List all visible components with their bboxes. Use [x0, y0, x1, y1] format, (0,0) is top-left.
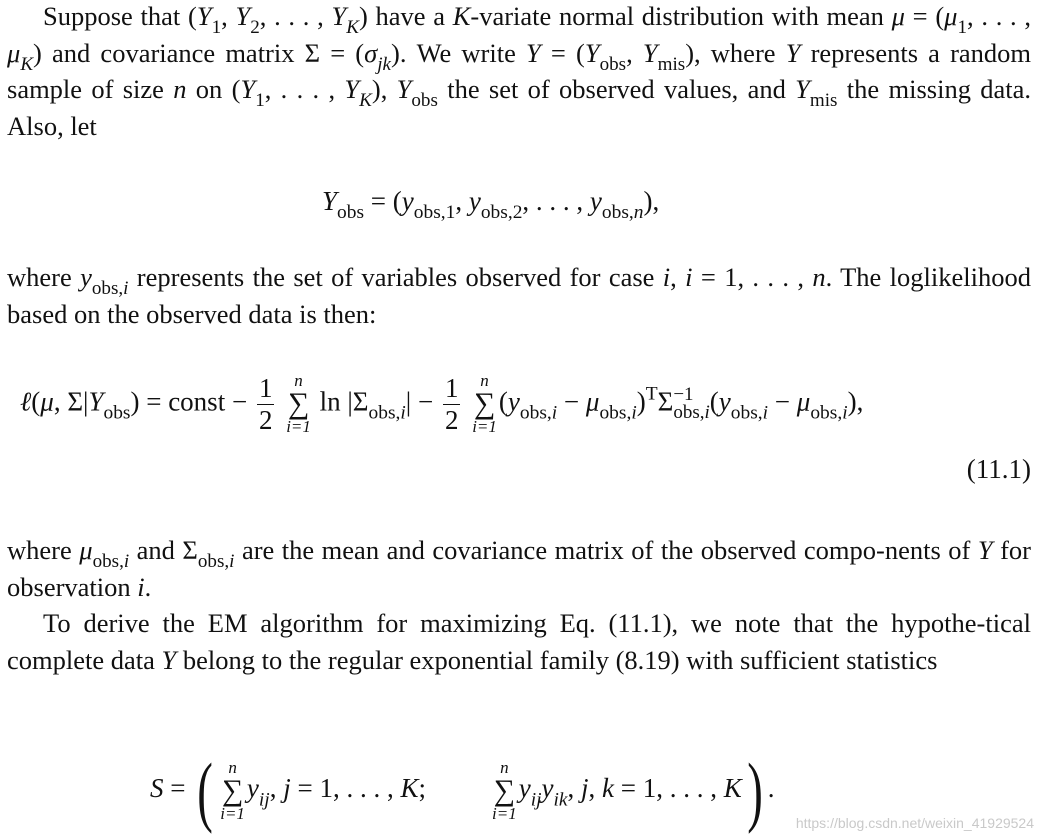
paragraph-em-derivation: To derive the EM algorithm for maximizing Eq. (11.1), we note that the hypothe-tical complete data Y belong to the regular exponential family (8.19) with sufficient statistics [7, 608, 1031, 675]
fraction-half-1: $\frac{1}{2}$ [258, 373, 273, 435]
watermark: https://blog.csdn.net/weixin_41929524 [795, 815, 1034, 831]
summation-3: n ∑ i=1 [220, 757, 245, 824]
equation-sufficient-statistics: S = ( n ∑ i=1 $y_{ij}$, j = 1, . . . , K; n ∑ i=1 $y_{ij}y_{ik}$, j, k = 1, . . . , K) . [150, 747, 775, 834]
left-paren: ( [197, 747, 214, 834]
summation-2: n ∑ i=1 [472, 371, 497, 437]
summation-1: n ∑ i=1 [286, 371, 311, 437]
paragraph-where-yobs: where $y_{obs,i}$ represents the set of variables observed for case i, i = 1, . . . , n. The loglikelihood based on the observed data is then: [7, 262, 1031, 329]
equation-number: (11.1) [966, 454, 1031, 484]
equation-loglikelihood: ℓ(μ, $\Sigma|Y_{obs}$) = const − $\frac{1}{2}$ n ∑ i=1 $\ln |\Sigma_{obs,i}|$ − $\frac{1}{2}$ n ∑ i=1 $(y_{obs,i} - \mu_{obs,i})^T\Sigma$ −1 obs,i $(y_{obs,i} - \mu_{obs,i})$, [20, 371, 864, 437]
paragraph-intro: Suppose that ($Y_1$, $Y_2$, . . . , $Y_K$) have a K-variate normal distribution with mean $\mu = (\mu_1$, . . . , $\mu_K$) and covariance matrix $\Sigma = (\sigma_{jk})$. We write $Y = (Y_{obs}$, $Y_{mis}$), where Y represents a random sample of size n on ($Y_1$, . . . , $Y_K$), $Y_{obs}$ the set of observed values, and $Y_{mis}$ the missing data. Also, let [7, 1, 1032, 141]
fraction-half-2: $\frac{1}{2}$ [444, 373, 459, 435]
summation-4: n ∑ i=1 [492, 757, 517, 824]
paragraph-where-mu: where $\mu_{obs,i}$ and $\Sigma_{obs,i}$ are the mean and covariance matrix of the observed compo-nents of Y for observation i. [7, 535, 1031, 602]
right-paren: ) [746, 747, 763, 834]
equation-yobs: $Y_{obs} = (y_{obs,1}$, $y_{obs,2}$, . . . , $y_{obs,n}$), [322, 186, 660, 224]
